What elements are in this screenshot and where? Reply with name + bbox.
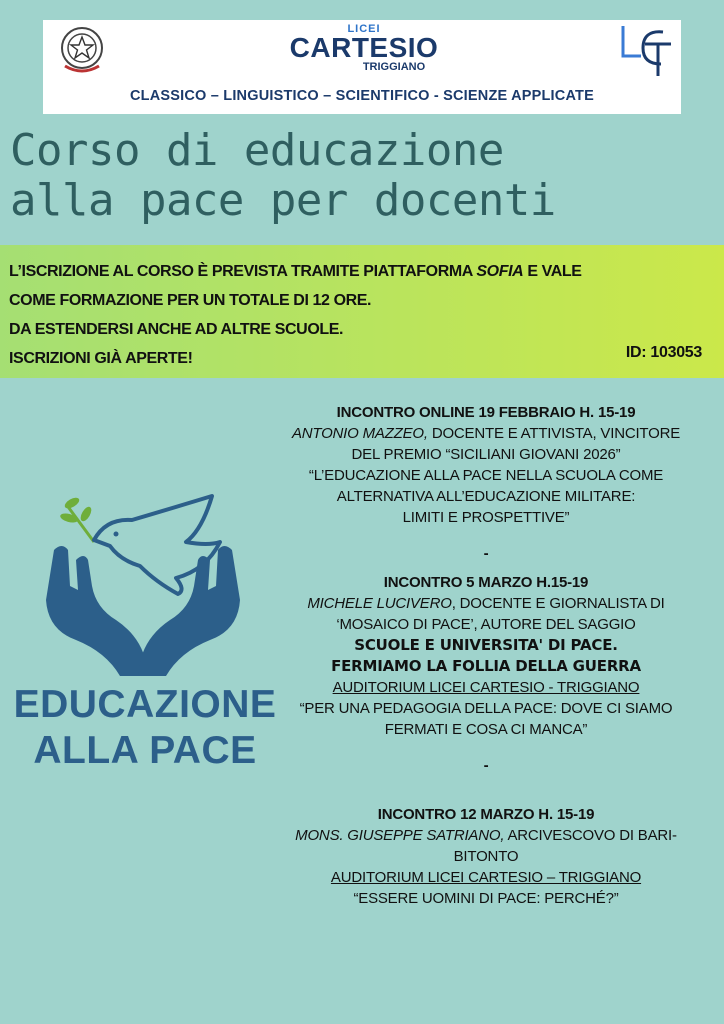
event-line: ‘MOSAICO DI PACE’, AUTORE DEL SAGGIO xyxy=(336,616,636,633)
event-line: “PER UNA PEDAGOGIA DELLA PACE: DOVE CI SIAMO xyxy=(299,700,673,717)
platform-name: SOFIA xyxy=(476,263,524,280)
event-speaker-line xyxy=(256,593,716,614)
banner-line-2: COME FORMAZIONE PER UN TOTALE DI 12 ORE. xyxy=(9,292,372,309)
title-line-2: alla pace per docenti xyxy=(10,175,556,226)
lgt-logo-icon xyxy=(617,22,675,78)
event-venue: AUDITORIUM LICEI CARTESIO – TRIGGIANO xyxy=(330,869,642,886)
speaker-role: , DOCENTE E GIORNALISTA DI xyxy=(451,595,665,612)
event-line: LIMITI E PROSPETTIVE” xyxy=(402,509,570,526)
book-title-line-1: SCUOLE E UNIVERSITA' DI PACE. xyxy=(354,636,618,654)
separator: - xyxy=(483,545,489,562)
speaker-role: DOCENTE E ATTIVISTA, VINCITORE xyxy=(427,425,681,442)
speaker-name: ANTONIO MAZZEO, xyxy=(291,425,428,442)
page-title xyxy=(10,126,710,226)
dove-hands-icon xyxy=(36,490,250,680)
separator: - xyxy=(483,757,489,774)
event-heading: INCONTRO 5 MARZO H.15-19 xyxy=(383,574,589,591)
event-1 xyxy=(256,402,716,528)
event-line: DEL PREMIO “SICILIANI GIOVANI 2026” xyxy=(351,446,621,463)
event-speaker-line xyxy=(256,423,716,444)
banner-line-4: ISCRIZIONI GIÀ APERTE! xyxy=(9,350,193,367)
event-line: “L’EDUCAZIONE ALLA PACE NELLA SCUOLA COME xyxy=(308,467,664,484)
banner-line-1 xyxy=(9,257,715,286)
school-header xyxy=(43,20,681,114)
speaker-name: MICHELE LUCIVERO xyxy=(307,595,452,612)
event-heading: INCONTRO ONLINE 19 FEBBRAIO H. 15-19 xyxy=(336,404,636,421)
brand-city: TRIGGIANO xyxy=(362,61,426,73)
banner-line-1-a: L’ISCRIZIONE AL CORSO È PREVISTA TRAMITE PIATTAFORMA xyxy=(9,263,477,280)
banner-line-3: DA ESTENDERSI ANCHE AD ALTRE SCUOLE. xyxy=(9,321,344,338)
cartesio-brand xyxy=(279,23,449,75)
event-line: ALTERNATIVA ALL’EDUCAZIONE MILITARE: xyxy=(336,488,636,505)
speaker-role: ARCIVESCOVO DI BARI- xyxy=(504,827,677,844)
event-line: FERMATI E COSA CI MANCA” xyxy=(384,721,588,738)
school-tracks: CLASSICO – LINGUISTICO – SCIENTIFICO - SCIENZE APPLICATE xyxy=(130,88,594,104)
repubblica-emblem-icon xyxy=(51,24,113,76)
logo-line-1: EDUCAZIONE xyxy=(13,683,277,726)
event-2 xyxy=(256,572,716,740)
event-heading: INCONTRO 12 MARZO H. 15-19 xyxy=(377,806,595,823)
event-3 xyxy=(256,804,716,909)
events-list xyxy=(256,402,716,915)
enrollment-banner xyxy=(0,245,724,378)
event-line: “ESSERE UOMINI DI PACE: PERCHÉ?” xyxy=(353,890,619,907)
book-title-line-2: FERMIAMO LA FOLLIA DELLA GUERRA xyxy=(331,657,641,675)
logo-line-2: ALLA PACE xyxy=(33,729,257,772)
course-id: ID: 103053 xyxy=(625,344,702,361)
logo-text xyxy=(0,682,290,774)
event-speaker-line xyxy=(256,825,716,846)
brand-name: CARTESIO xyxy=(289,32,439,63)
speaker-name: MONS. GIUSEPPE SATRIANO, xyxy=(295,827,505,844)
event-venue: AUDITORIUM LICEI CARTESIO - TRIGGIANO xyxy=(332,679,640,696)
event-line: BITONTO xyxy=(453,848,519,865)
banner-line-1-b: E VALE xyxy=(523,263,582,280)
brand-top: LICEI xyxy=(347,23,381,35)
title-line-1: Corso di educazione xyxy=(10,125,504,176)
